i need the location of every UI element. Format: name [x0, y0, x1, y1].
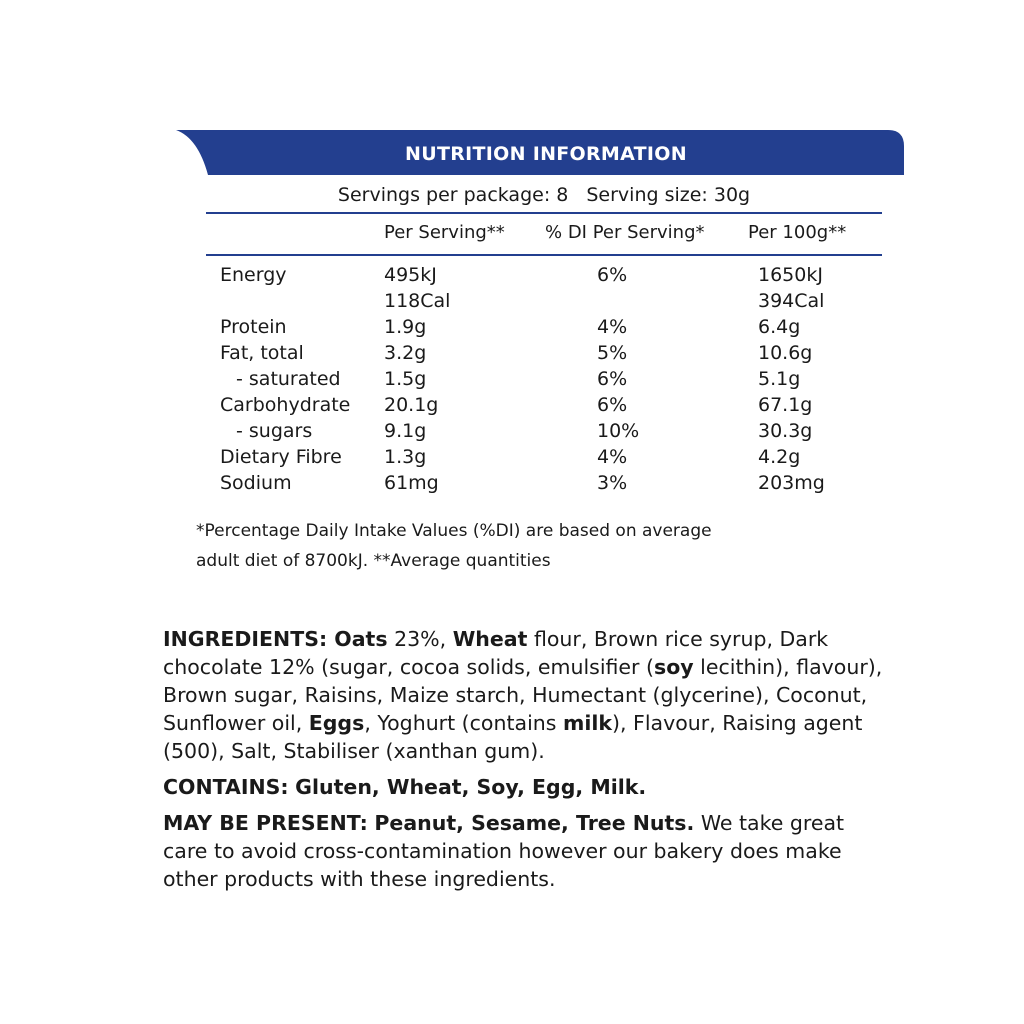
ingredient-highlight: soy	[654, 655, 694, 679]
row-per-serving: 20.1g	[384, 394, 439, 416]
table-row	[0, 446, 1024, 472]
footnote-line-2: adult diet of 8700kJ. **Average quantities	[196, 551, 551, 571]
row-per-100g: 6.4g	[758, 316, 801, 338]
ingredient-text: lecithin), flavour),	[693, 655, 883, 679]
may-be-present-text: We take great	[694, 811, 845, 835]
row-name: Protein	[220, 316, 287, 338]
row-di: 4%	[597, 316, 628, 338]
ingredient-highlight: Wheat	[452, 627, 528, 651]
row-name: Fat, total	[220, 342, 304, 364]
row-per-serving: 495kJ	[384, 264, 437, 286]
table-row	[0, 472, 1024, 498]
contains-section	[163, 773, 883, 801]
row-di: 6%	[597, 368, 628, 390]
row-name: Dietary Fibre	[220, 446, 342, 468]
row-di: 4%	[597, 446, 628, 468]
ingredient-text: , Yoghurt (contains	[364, 711, 563, 735]
ingredients-line	[163, 653, 883, 681]
row-per-serving: 1.9g	[384, 316, 427, 338]
ingredients-line	[163, 625, 883, 653]
row-di: 6%	[597, 264, 628, 286]
may-be-present-line: other products with these ingredients.	[163, 867, 556, 891]
row-name: Carbohydrate	[220, 394, 351, 416]
table-row	[0, 316, 1024, 342]
table-header-rule	[206, 254, 882, 256]
ingredient-text: flour, Brown rice syrup, Dark	[527, 627, 829, 651]
ingredients-line	[163, 709, 883, 737]
nutrition-title: NUTRITION INFORMATION	[405, 142, 687, 165]
table-row	[0, 420, 1024, 446]
nutrition-banner	[176, 130, 904, 175]
row-name: - saturated	[236, 368, 341, 390]
ingredient-text: chocolate 12% (sugar, cocoa solids, emulsifier (	[163, 655, 654, 679]
row-per-100g: 1650kJ	[758, 264, 823, 286]
contains-label: CONTAINS:	[163, 775, 289, 799]
ingredient-highlight: Oats	[334, 627, 388, 651]
row-per-100g: 5.1g	[758, 368, 801, 390]
col-header-per-100g: Per 100g**	[748, 222, 847, 243]
ingredient-highlight: milk	[562, 711, 613, 735]
row-per-100g: 10.6g	[758, 342, 813, 364]
table-row	[0, 342, 1024, 368]
table-row	[0, 368, 1024, 394]
footnote-line-1: *Percentage Daily Intake Values (%DI) are based on average	[196, 521, 712, 541]
ingredient-highlight: INGREDIENTS:	[163, 627, 335, 651]
may-be-present-label: MAY BE PRESENT:	[163, 811, 368, 835]
col-header-di: % DI Per Serving*	[545, 222, 705, 243]
ingredient-text: (500), Salt, Stabiliser (xanthan gum).	[163, 739, 545, 763]
row-per-serving: 1.5g	[384, 368, 427, 390]
row-per-100g: 30.3g	[758, 420, 813, 442]
row-name: Energy	[220, 264, 287, 286]
row-per-100g: 203mg	[758, 472, 825, 494]
ingredient-text: Sunflower oil,	[163, 711, 309, 735]
row-per-serving: 9.1g	[384, 420, 427, 442]
row-per-serving: 118Cal	[384, 290, 451, 312]
serving-size: Serving size: 30g	[586, 184, 751, 206]
table-row	[0, 394, 1024, 420]
row-name: - sugars	[236, 420, 313, 442]
col-header-per-serving: Per Serving**	[384, 222, 505, 243]
ingredient-text: 23%,	[387, 627, 453, 651]
row-di: 5%	[597, 342, 628, 364]
servings-per-package: Servings per package: 8	[337, 184, 569, 206]
ingredients-section	[163, 625, 883, 765]
table-row	[0, 264, 1024, 290]
may-be-present-section	[163, 809, 883, 893]
may-be-present-line	[163, 809, 883, 837]
table-top-rule	[206, 212, 882, 214]
servings-line	[206, 180, 882, 210]
row-name: Sodium	[220, 472, 292, 494]
ingredients-line	[163, 681, 883, 709]
may-be-present-line: care to avoid cross-contamination however our bakery does make	[163, 839, 842, 863]
ingredients-line	[163, 737, 883, 765]
row-di: 3%	[597, 472, 628, 494]
row-per-serving: 61mg	[384, 472, 439, 494]
row-di: 10%	[597, 420, 640, 442]
ingredient-text: Brown sugar, Raisins, Maize starch, Humectant (glycerine), Coconut,	[163, 683, 868, 707]
ingredient-text: ), Flavour, Raising agent	[612, 711, 863, 735]
ingredient-highlight: Eggs	[308, 711, 365, 735]
row-di: 6%	[597, 394, 628, 416]
row-per-100g: 4.2g	[758, 446, 801, 468]
row-per-100g: 394Cal	[758, 290, 825, 312]
row-per-serving: 3.2g	[384, 342, 427, 364]
contains-allergens: Gluten, Wheat, Soy, Egg, Milk.	[295, 775, 647, 799]
may-be-present-allergens: Peanut, Sesame, Tree Nuts.	[374, 811, 695, 835]
row-per-serving: 1.3g	[384, 446, 427, 468]
row-per-100g: 67.1g	[758, 394, 813, 416]
table-row	[0, 290, 1024, 316]
